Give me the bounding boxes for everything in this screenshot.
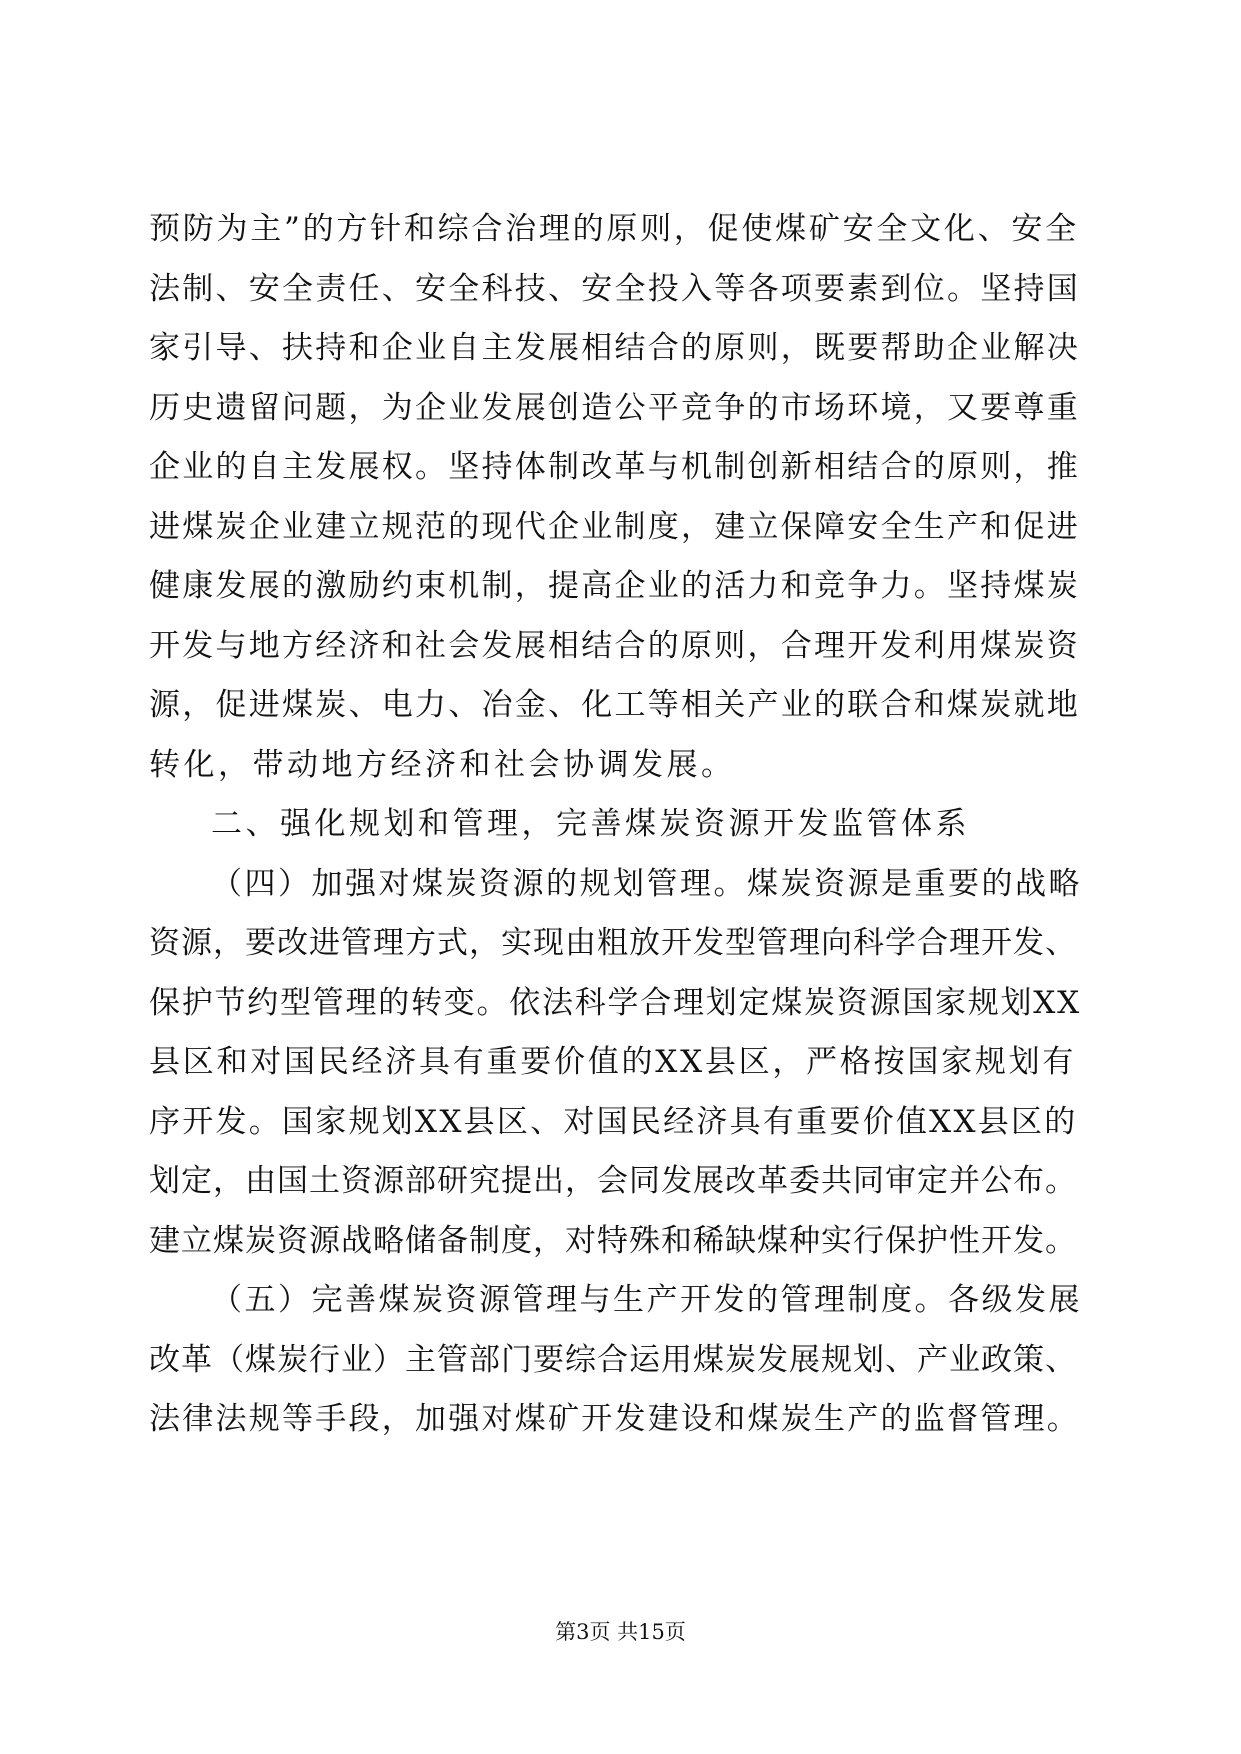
text-line-3: 家引导、扶持和企业自主发展相结合的原则，既要帮助企业解决	[149, 330, 1080, 366]
text-line-17: 划定，由国土资源部研究提出，会同发展改革委共同审定并公布。	[149, 1163, 1077, 1199]
text-line-9: 源，促进煤炭、电力、冶金、化工等相关产业的联合和煤炭就地	[149, 687, 1080, 723]
text-line-18: 建立煤炭资源战略储备制度，对特殊和稀缺煤种实行保护性开发。	[149, 1222, 1077, 1259]
text-line-10: 转化，带动地方经济和社会协调发展。	[149, 746, 736, 783]
text-line-21: 法律法规等手段，加强对煤矿开发建设和煤炭生产的监督管理。	[149, 1401, 1080, 1437]
text-line-1: 预防为主”的方针和综合治理的原则，促使煤矿安全文化、安全	[149, 211, 1079, 247]
text-line-14: 保护节约型管理的转变。依法科学合理划定煤炭资源国家规划XX	[149, 984, 1081, 1021]
text-line-5: 企业的自主发展权。坚持体制改革与机制创新相结合的原则，推	[149, 449, 1080, 485]
document-body	[149, 200, 1082, 1450]
text-line-2: 法制、安全责任、安全科技、安全投入等各项要素到位。坚持国	[149, 270, 1080, 307]
text-line-4: 历史遗留问题，为企业发展创造公平竞争的市场环境，又要尊重	[149, 389, 1080, 426]
text-line-6: 进煤炭企业建立规范的现代企业制度，建立保障安全生产和促进	[149, 508, 1080, 545]
text-line-8: 开发与地方经济和社会发展相结合的原则，合理开发利用煤炭资	[149, 627, 1080, 664]
text-line-20: 改革（煤炭行业）主管部门要综合运用煤炭发展规划、产业政策、	[149, 1341, 1077, 1378]
text-line-15: 县区和对国民经济具有重要价值的XX县区，严格按国家规划有	[149, 1044, 1077, 1080]
paragraph-4-start: （四）加强对煤炭资源的规划管理。煤炭资源是重要的战略	[211, 865, 1082, 902]
section-heading: 二、强化规划和管理，完善煤炭资源开发监管体系	[211, 806, 970, 842]
page-number-footer: 第3页 共15页	[555, 1620, 686, 1644]
text-line-13: 资源，要改进管理方式，实现由粗放开发型管理向科学合理开发、	[149, 925, 1077, 961]
text-line-16: 序开发。国家规划XX县区、对国民经济具有重要价值XX县区的	[149, 1103, 1078, 1140]
paragraph-5-start: （五）完善煤炭资源管理与生产开发的管理制度。各级发展	[211, 1282, 1082, 1318]
text-line-7: 健康发展的激励约束机制，提高企业的活力和竞争力。坚持煤炭	[149, 568, 1080, 604]
